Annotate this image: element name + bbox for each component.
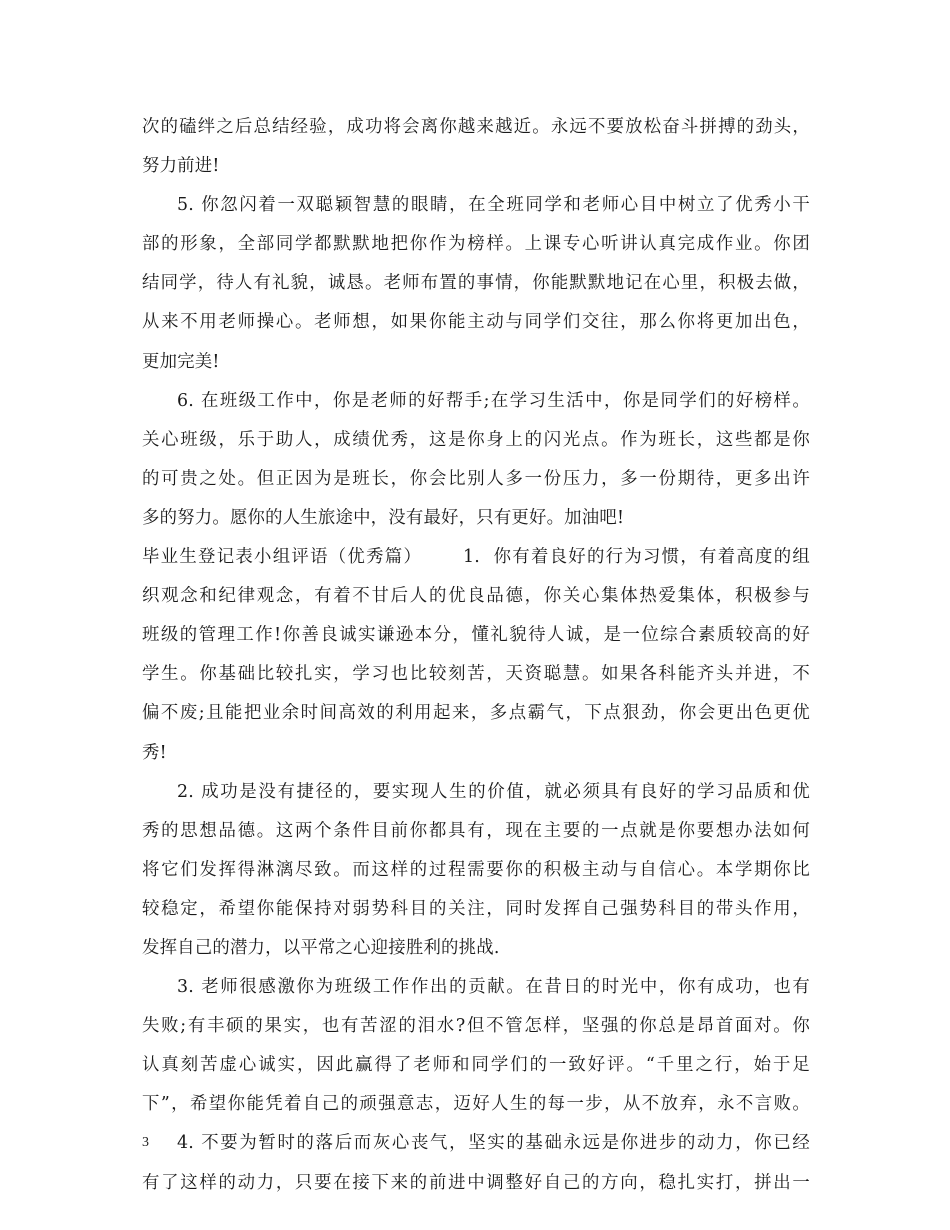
text-line: 结同学，待人有礼貌，诚恳。老师布置的事情，你能默默地记在心里，积极去做， [142,273,810,294]
text-line: 部的形象，全部同学都默默地把你作为榜样。上课专心听讲认真完成作业。你团 [142,234,810,255]
text-line: 织观念和纪律观念，有着不甘后人的优良品德，你关心集体热爱集体，积极参与 [142,586,810,607]
text-line: 次的磕绊之后总结经验，成功将会离你越来越近。永远不要放松奋斗拼搏的劲头， [142,117,810,137]
text-line: 班级的管理工作!你善良诚实谦逊本分，懂礼貌待人诚，是一位综合素质较高的好 [142,625,810,646]
text-line: 有了这样的动力，只要在接下来的前进中调整好自己的方向，稳扎实打，拼出一 [142,1172,810,1193]
text-line: 3. 老师很感激你为班级工作作出的贡献。在昔日的时光中，你有成功，也有 [177,977,810,998]
text-line: 多的努力。愿你的人生旅途中，没有最好，只有更好。加油吧! [142,507,625,528]
text-line: 失败;有丰硕的果实，也有苦涩的泪水?但不管怎样，坚强的你总是昂首面对。你 [142,1016,810,1037]
body-text [142,108,810,1203]
text-line: 学生。你基础比较扎实，学习也比较刻苦，天资聪慧。如果各科能齐头并进，不 [142,664,810,685]
text-line: 6. 在班级工作中，你是老师的好帮手;在学习生活中，你是同学们的好榜样。 [177,390,810,411]
text-line: 秀! [142,742,167,763]
text-line: 从来不用老师操心。老师想，如果你能主动与同学们交往，那么你将更加出色， [142,312,810,333]
text-line: 发挥自己的潜力，以平常之心迎接胜利的挑战. [142,937,500,958]
text-line: 的可贵之处。但正因为是班长，你会比别人多一份压力，多一份期待，更多出许 [142,468,810,489]
section-heading-line: 毕业生登记表小组评语（优秀篇） 1. 你有着良好的行为习惯，有着高度的组 [142,547,810,568]
text-line: 下”，希望你能凭着自己的顽强意志，迈好人生的每一步，从不放弃，永不言败。 [142,1094,810,1115]
text-line: 2. 成功是没有捷径的，要实现人生的价值，就必须具有良好的学习品质和优 [177,781,810,802]
page-number: 3 [142,1135,149,1150]
text-line: 关心班级，乐于助人，成绩优秀，这是你身上的闪光点。作为班长，这些都是你 [142,429,810,450]
text-line: 5. 你忽闪着一双聪颖智慧的眼睛，在全班同学和老师心目中树立了优秀小干 [177,195,810,216]
text-line: 秀的思想品德。这两个条件目前你都具有，现在主要的一点就是你要想办法如何 [142,820,810,841]
text-line: 较稳定，希望你能保持对弱势科目的关注，同时发挥自己强势科目的带头作用， [142,898,810,919]
text-line: 4. 不要为暂时的落后而灰心丧气，坚实的基础永远是你进步的动力，你已经 [177,1133,810,1154]
text-line: 努力前进! [142,156,220,177]
text-line: 更加完美! [142,351,220,372]
text-line: 偏不废;且能把业余时间高效的利用起来，多点霸气，下点狠劲，你会更出色更优 [142,703,810,724]
text-line: 认真刻苦虚心诚实，因此赢得了老师和同学们的一致好评。“千里之行，始于足 [142,1055,810,1076]
text-line: 将它们发挥得淋漓尽致。而这样的过程需要你的积极主动与自信心。本学期你比 [142,859,810,880]
